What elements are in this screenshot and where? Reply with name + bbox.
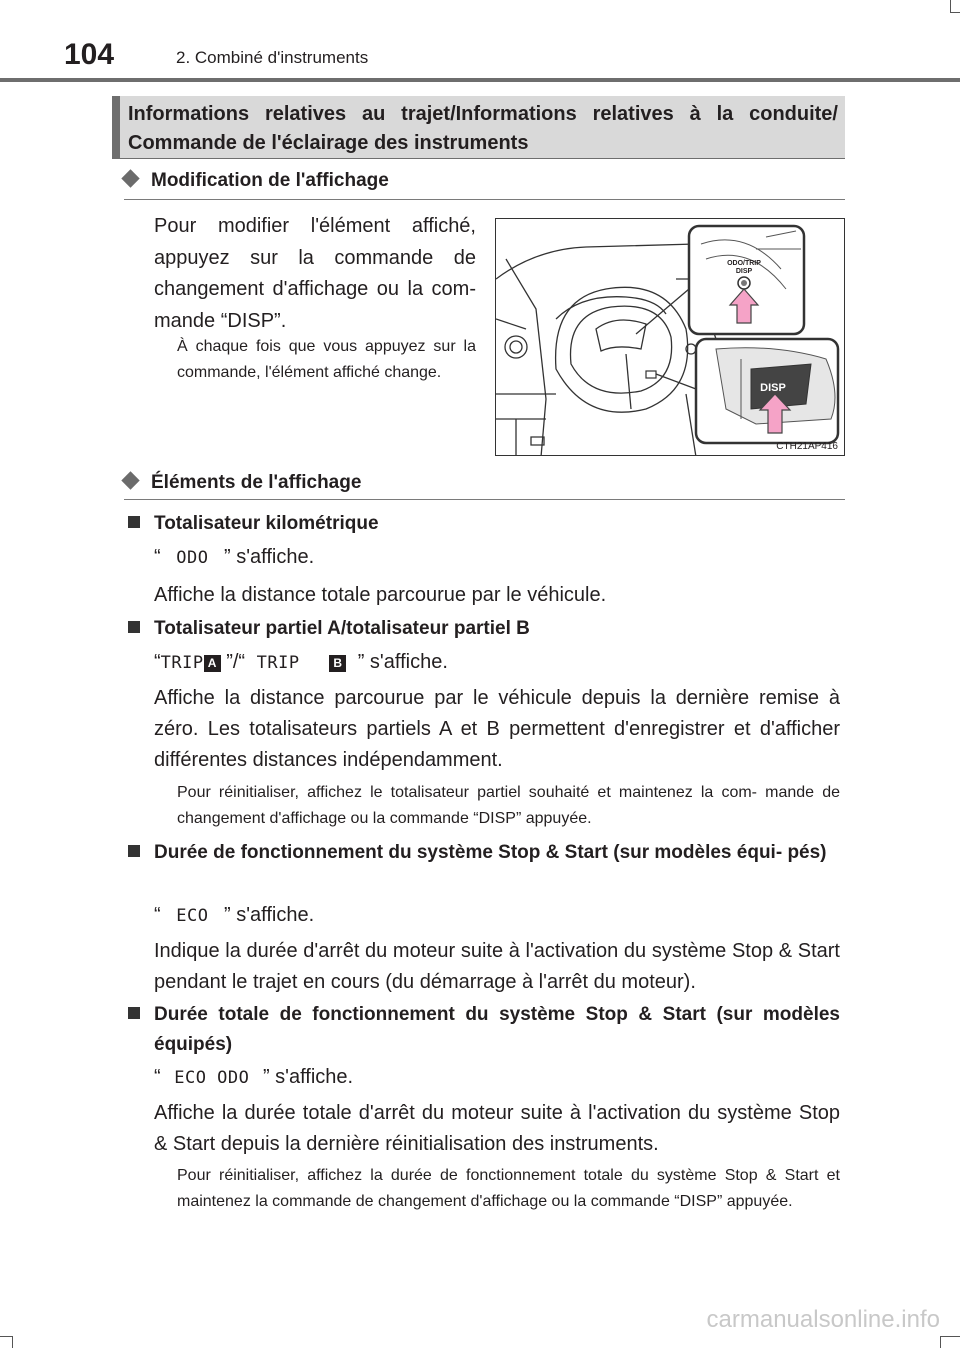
figure-odo-trip-label: ODO/TRIP: [727, 260, 761, 267]
quote-open: “: [154, 546, 161, 568]
subheading-elements: [124, 472, 361, 494]
trip-a-badge: A: [204, 655, 221, 672]
lcd-code-eco: ECO: [176, 906, 209, 926]
item-title: Durée de fonctionnement du système Stop & Start (sur modèles équi- pés): [154, 842, 827, 863]
square-bullet-icon: [128, 1007, 140, 1019]
page-number: 104: [64, 38, 115, 71]
dashboard-figure: [495, 218, 845, 456]
section-title-bar: [112, 96, 120, 158]
header-divider: [0, 78, 960, 82]
figure-code: CTH21AP416: [776, 441, 838, 452]
crop-mark: [0, 1336, 12, 1337]
crop-mark: [950, 12, 960, 13]
watermark: carmanualsonline.info: [706, 1306, 940, 1333]
trip-b-badge: B: [329, 655, 346, 672]
lcd-code-trip-a: TRIP: [160, 653, 204, 673]
modification-body: Pour modifier l'élément affiché, appuyez sur la commande de changement d'affichage ou la com- mande “DISP”.: [154, 215, 476, 332]
section-title: Informations relatives au trajet/Informations relatives à la conduite/ Commande de l'éclairage des instruments: [128, 103, 838, 154]
item-body: Indique la durée d'arrêt du moteur suite à l'activation du système Stop & Start pendant le trajet en cours (du démarrage à l'arrêt du moteur).: [154, 940, 840, 993]
display-line-eco-odo: [154, 1066, 353, 1089]
diamond-bullet-icon: [121, 169, 139, 187]
display-line-eco: [154, 904, 314, 927]
figure-disp-switch-label: DISP: [760, 382, 786, 394]
subheading-modification-label: Modification de l'affichage: [151, 170, 389, 191]
diamond-bullet-icon: [121, 471, 139, 489]
chapter-title: 2. Combiné d'instruments: [176, 48, 369, 67]
quote-close-text: ” s'affiche.: [224, 546, 315, 568]
quote-open: “: [154, 904, 161, 926]
item-heading-eco: [128, 838, 827, 898]
lcd-code-trip-b: TRIP: [256, 653, 300, 673]
crop-mark: [12, 1336, 13, 1348]
item-heading-trip: [128, 614, 530, 644]
item-title: Durée totale de fonctionnement du système Stop & Start (sur modèles équipés): [154, 1004, 840, 1055]
subheading-divider: [124, 199, 845, 200]
dashboard-illustration: [496, 219, 845, 456]
item-heading-eco-odo: [128, 1000, 840, 1060]
quote-close-text: ” s'affiche.: [224, 904, 315, 926]
item-body: Affiche la durée totale d'arrêt du moteur suite à l'activation du système Stop & Start depuis la dernière réinitialisation des instruments.: [154, 1102, 840, 1155]
subheading-modification: [124, 170, 389, 192]
subheading-elements-label: Éléments de l'affichage: [151, 472, 362, 493]
figure-disp-small-label: DISP: [735, 268, 753, 275]
modification-note: À chaque fois que vous appuyez sur la commande, l'élément affiché change.: [177, 338, 476, 381]
item-title: Totalisateur kilométrique: [154, 513, 379, 534]
square-bullet-icon: [128, 516, 140, 528]
quote-separator: ”/“: [226, 651, 246, 673]
crop-mark: [950, 0, 951, 12]
square-bullet-icon: [128, 621, 140, 633]
item-heading-odo: [128, 509, 379, 539]
item-body: Affiche la distance totale parcourue par le véhicule.: [154, 584, 607, 606]
item-title: Totalisateur partiel A/totalisateur partiel B: [154, 618, 530, 639]
crop-mark: [940, 1336, 960, 1337]
quote-open: “: [154, 651, 161, 673]
quote-close-text: ” s'affiche.: [262, 1066, 354, 1088]
item-note: Pour réinitialiser, affichez le totalisateur partiel souhaité et maintenez la com- mande de changement d'affichage ou la commande “DISP” appuyée.: [177, 784, 840, 827]
crop-mark: [940, 1336, 941, 1348]
quote-open: “: [154, 1066, 161, 1088]
square-bullet-icon: [128, 845, 140, 857]
display-line-odo: [154, 546, 314, 569]
item-body: Affiche la distance parcourue par le véhicule depuis la dernière remise à zéro. Les totalisateurs partiels A et B permettent d'enregistrer et d'afficher différentes distances indépendamment.: [154, 687, 840, 771]
quote-close-text: ” s'affiche.: [357, 651, 448, 673]
lcd-code-odo: ODO: [176, 548, 209, 568]
lcd-code-eco-odo: ECO ODO: [174, 1068, 250, 1088]
subheading-divider: [124, 499, 845, 500]
section-title-underline: [112, 158, 845, 159]
display-line-trip: [154, 651, 448, 674]
item-note: Pour réinitialiser, affichez la durée de fonctionnement totale du système Stop & Start et maintenez la commande de changement d'affichage ou la commande “DISP” appuyée.: [177, 1167, 840, 1210]
